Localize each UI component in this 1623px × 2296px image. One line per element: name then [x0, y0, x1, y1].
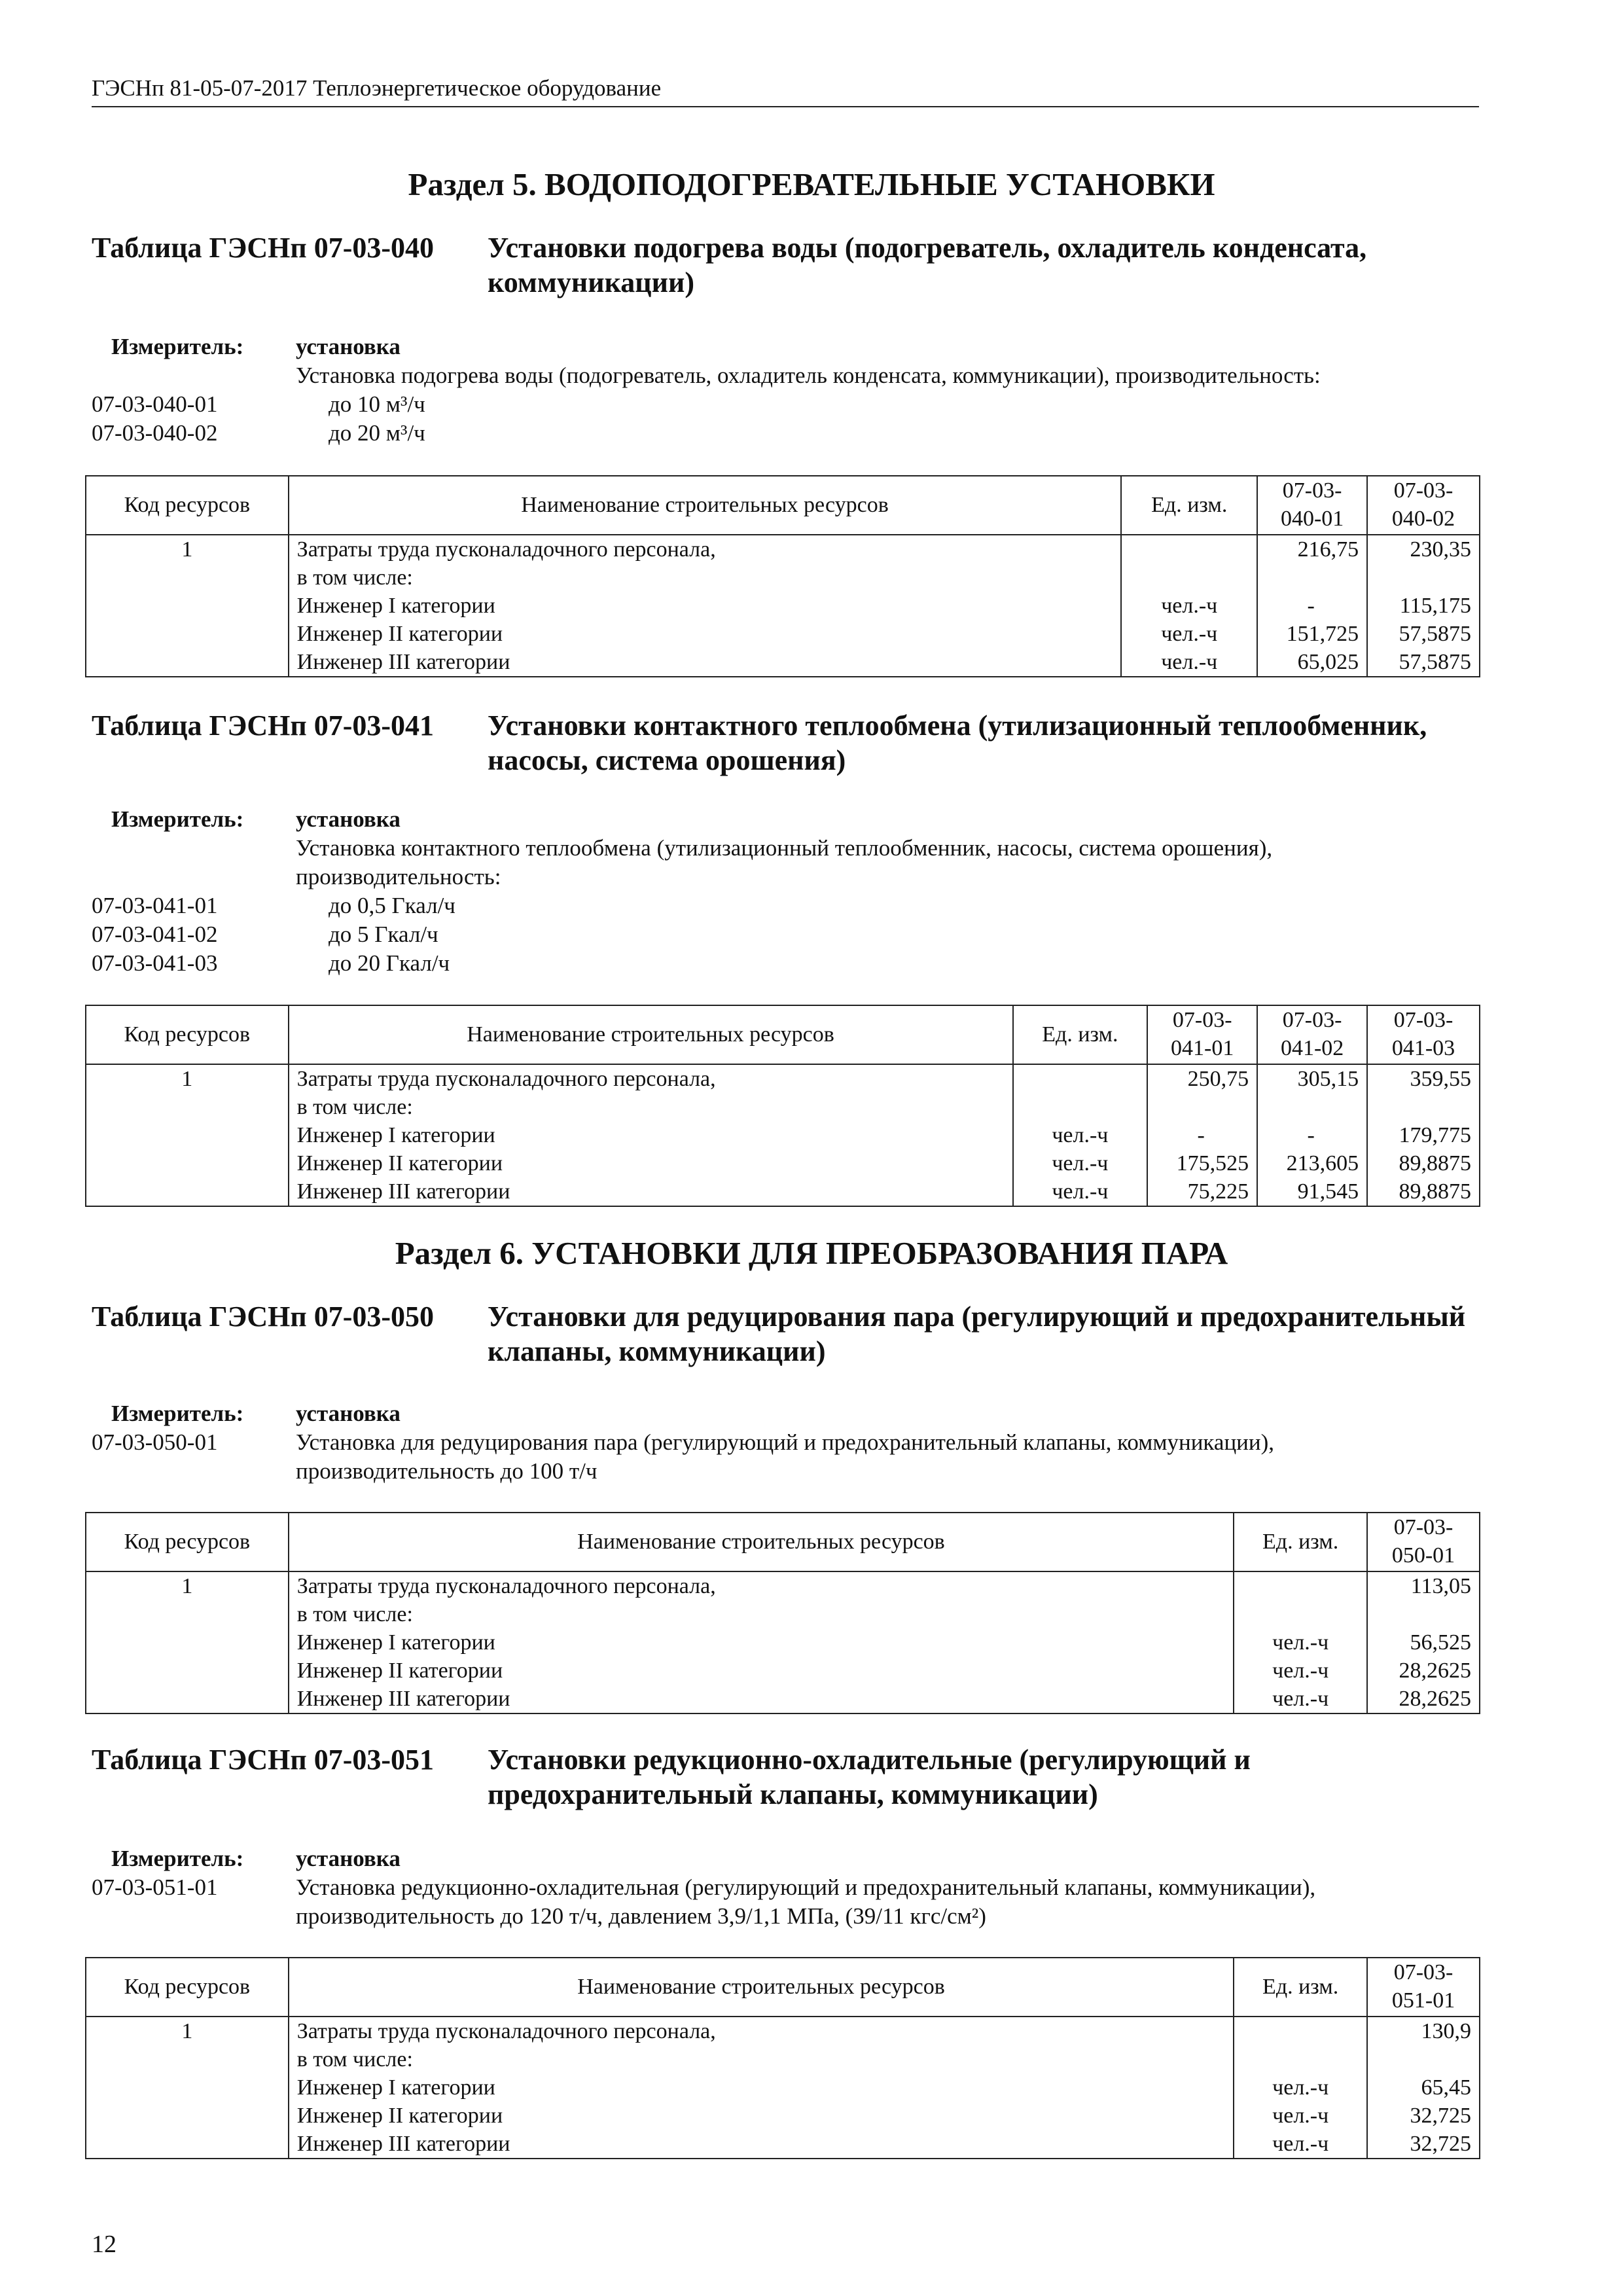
- col-name-header: Наименование строительных ресурсов: [289, 1005, 1013, 1064]
- col-unit-header: Ед. изм.: [1121, 476, 1257, 535]
- col-name-header: Наименование строительных ресурсов: [289, 476, 1122, 535]
- col-price-header: 07-03- 041-02: [1257, 1005, 1367, 1064]
- resource-values: 250,75 - 175,525 75,225: [1147, 1064, 1257, 1206]
- item-code: 07-03-041-01: [92, 893, 218, 918]
- table-041-meter: [92, 805, 1479, 978]
- resource-values: 230,35 115,175 57,5875 57,5875: [1367, 535, 1480, 677]
- item-capacity: до 20 м³/ч: [329, 420, 425, 446]
- resource-code: 1: [86, 1064, 289, 1206]
- table-041-number: Таблица ГЭСНп 07-03-041: [92, 709, 435, 742]
- table-050-meter: [92, 1399, 1479, 1486]
- meter-unit: установка: [296, 1401, 401, 1426]
- resource-values: 216,75 - 151,725 65,025: [1257, 535, 1367, 677]
- table-050-resources: [85, 1512, 1480, 1714]
- resource-values: 359,55 179,775 89,8875 89,8875: [1367, 1064, 1480, 1206]
- col-price-header: 07-03- 050-01: [1367, 1513, 1480, 1571]
- table-040-resources: [85, 475, 1480, 677]
- table-header-row: [86, 1958, 1480, 2017]
- resource-units: чел.-ч чел.-ч чел.-ч: [1234, 1571, 1367, 1713]
- table-row: [86, 1571, 1480, 1713]
- table-050-number: Таблица ГЭСНп 07-03-050: [92, 1300, 435, 1333]
- table-051-caption: [92, 1742, 1479, 1814]
- table-row: [86, 535, 1480, 677]
- table-row: [86, 1064, 1480, 1206]
- item-code: 07-03-041-03: [92, 950, 218, 976]
- table-041-caption: [92, 708, 1479, 780]
- table-050-title: Установки для редуцирования пара (регулирующий и предохранительный клапаны, коммуникации): [488, 1300, 1466, 1367]
- resource-names: Затраты труда пусконаладочного персонала, в том числе: Инженер I категории Инженер II категории Инженер III категории: [289, 535, 1122, 677]
- item-code: 07-03-040-02: [92, 420, 218, 446]
- item-code: 07-03-040-01: [92, 391, 218, 417]
- col-price-header: 07-03- 040-01: [1257, 476, 1367, 535]
- resource-names: Затраты труда пусконаладочного персонала, в том числе: Инженер I категории Инженер II категории Инженер III категории: [289, 1571, 1234, 1713]
- meter-description: производительность до 100 т/ч: [296, 1458, 597, 1484]
- table-051-resources: [85, 1957, 1480, 2159]
- col-code-header: Код ресурсов: [86, 1958, 289, 2017]
- meter-description: производительность:: [296, 864, 501, 889]
- item-capacity: до 0,5 Гкал/ч: [329, 893, 455, 918]
- section-5-title: Раздел 5. ВОДОПОДОГРЕВАТЕЛЬНЫЕ УСТАНОВКИ: [408, 166, 1215, 202]
- col-price-header: 07-03- 041-03: [1367, 1005, 1480, 1064]
- resource-values: 130,9 65,45 32,725 32,725: [1367, 2017, 1480, 2159]
- meter-unit: установка: [296, 334, 401, 359]
- meter-description: Установка подогрева воды (подогреватель, охладитель конденсата, коммуникации), производительность:: [296, 363, 1321, 388]
- item-capacity: до 5 Гкал/ч: [329, 922, 438, 947]
- col-code-header: Код ресурсов: [86, 1005, 289, 1064]
- meter-label: Измеритель:: [111, 1846, 244, 1871]
- meter-label: Измеритель:: [111, 334, 244, 359]
- meter-label: Измеритель:: [111, 806, 244, 832]
- col-unit-header: Ед. изм.: [1234, 1513, 1367, 1571]
- col-name-header: Наименование строительных ресурсов: [289, 1513, 1234, 1571]
- table-header-row: [86, 1005, 1480, 1064]
- col-unit-header: Ед. изм.: [1234, 1958, 1367, 2017]
- meter-label: Измеритель:: [111, 1401, 244, 1426]
- meter-description: Установка контактного теплообмена (утилизационный теплообменник, насосы, система орошения),: [296, 835, 1273, 861]
- running-header: ГЭСНп 81-05-07-2017 Теплоэнергетическое оборудование: [92, 73, 1479, 107]
- resource-units: чел.-ч чел.-ч чел.-ч: [1013, 1064, 1148, 1206]
- meter-description: Установка для редуцирования пара (регулирующий и предохранительный клапаны, коммуникации),: [296, 1429, 1275, 1455]
- resource-units: чел.-ч чел.-ч чел.-ч: [1234, 2017, 1367, 2159]
- page-number: 12: [92, 2231, 116, 2258]
- col-price-header: 07-03- 040-02: [1367, 476, 1480, 535]
- table-041-title: Установки контактного теплообмена (утилизационный теплообменник, насосы, система орошения): [488, 709, 1427, 776]
- item-code: 07-03-050-01: [92, 1429, 218, 1455]
- meter-unit: установка: [296, 806, 401, 832]
- resource-units: чел.-ч чел.-ч чел.-ч: [1121, 535, 1257, 677]
- table-header-row: [86, 476, 1480, 535]
- section-6-title: Раздел 6. УСТАНОВКИ ДЛЯ ПРЕОБРАЗОВАНИЯ ПАРА: [395, 1235, 1228, 1271]
- meter-unit: установка: [296, 1846, 401, 1871]
- col-unit-header: Ед. изм.: [1013, 1005, 1148, 1064]
- table-040-meter: [92, 332, 1479, 448]
- item-code: 07-03-051-01: [92, 1874, 218, 1900]
- table-header-row: [86, 1513, 1480, 1571]
- resource-names: Затраты труда пусконаладочного персонала, в том числе: Инженер I категории Инженер II категории Инженер III категории: [289, 1064, 1013, 1206]
- table-041-resources: [85, 1005, 1480, 1207]
- resource-code: 1: [86, 2017, 289, 2159]
- resource-values: 305,15 - 213,605 91,545: [1257, 1064, 1367, 1206]
- table-040-number: Таблица ГЭСНп 07-03-040: [92, 232, 435, 264]
- col-code-header: Код ресурсов: [86, 1513, 289, 1571]
- meter-description: Установка редукционно-охладительная (регулирующий и предохранительный клапаны, коммуникации),: [296, 1874, 1316, 1900]
- resource-names: Затраты труда пусконаладочного персонала, в том числе: Инженер I категории Инженер II категории Инженер III категории: [289, 2017, 1234, 2159]
- table-row: [86, 2017, 1480, 2159]
- col-code-header: Код ресурсов: [86, 476, 289, 535]
- table-040-title: Установки подогрева воды (подогреватель, охладитель конденсата, коммуникации): [488, 232, 1367, 298]
- table-051-number: Таблица ГЭСНп 07-03-051: [92, 1744, 435, 1776]
- resource-values: 113,05 56,525 28,2625 28,2625: [1367, 1571, 1480, 1713]
- col-name-header: Наименование строительных ресурсов: [289, 1958, 1234, 2017]
- col-price-header: 07-03- 041-01: [1147, 1005, 1257, 1064]
- resource-code: 1: [86, 1571, 289, 1713]
- table-051-title: Установки редукционно-охладительные (регулирующий и предохранительный клапаны, коммуникации): [488, 1744, 1251, 1810]
- col-price-header: 07-03- 051-01: [1367, 1958, 1480, 2017]
- table-050-caption: [92, 1299, 1479, 1371]
- table-051-meter: [92, 1844, 1479, 1931]
- meter-description: производительность до 120 т/ч, давлением 3,9/1,1 МПа, (39/11 кгс/см²): [296, 1903, 986, 1929]
- resource-code: 1: [86, 535, 289, 677]
- item-capacity: до 10 м³/ч: [329, 391, 425, 417]
- table-040-caption: [92, 230, 1479, 302]
- item-code: 07-03-041-02: [92, 922, 218, 947]
- item-capacity: до 20 Гкал/ч: [329, 950, 450, 976]
